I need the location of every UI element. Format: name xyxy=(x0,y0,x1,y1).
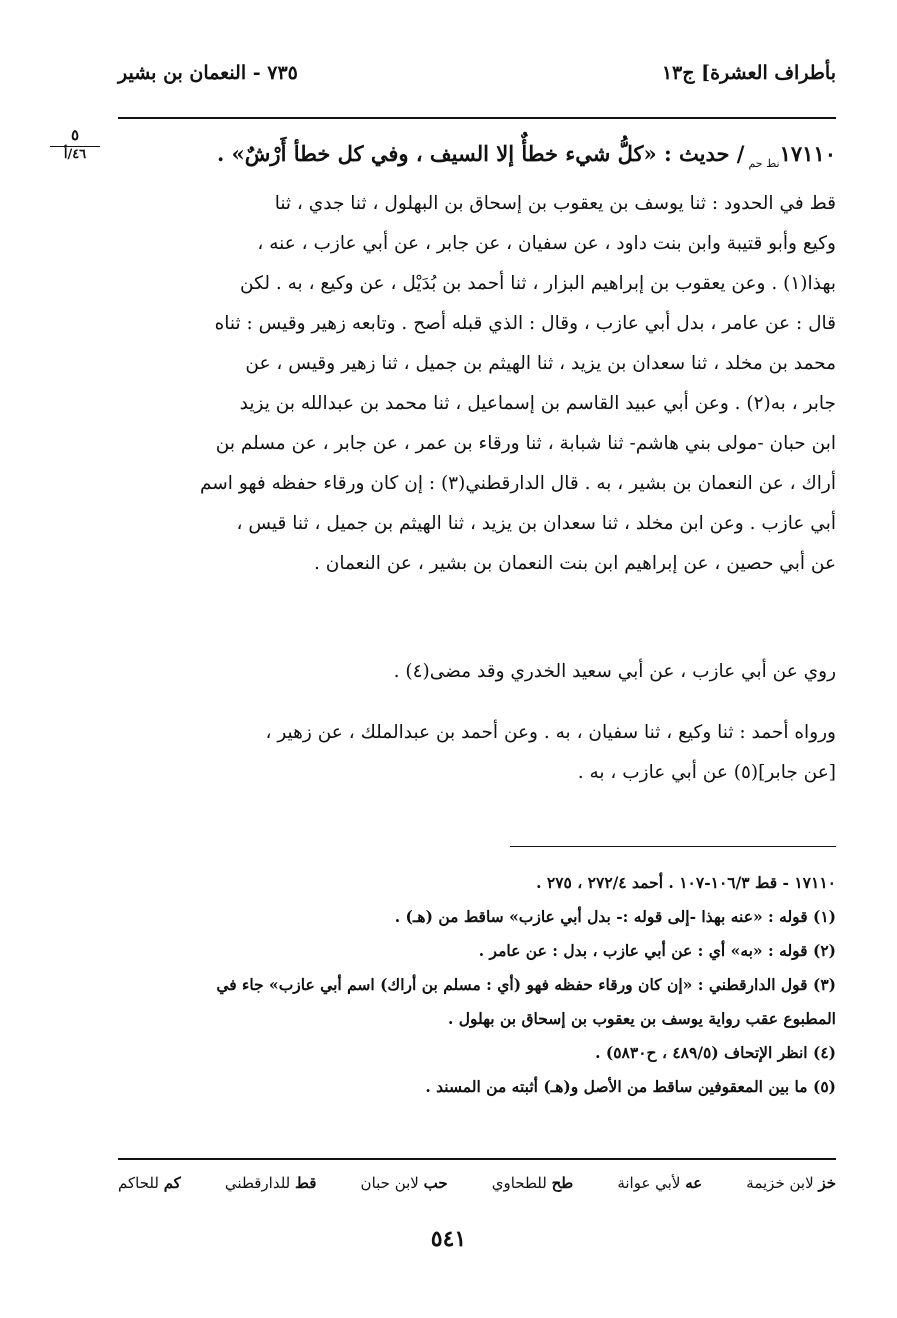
body-line: جابر ، به(٢) . وعن أبي عبيد القاسم بن إسماعيل ، ثنا محمد بن عبدالله بن يزيد xyxy=(239,393,836,414)
abbrev-item xyxy=(617,1168,702,1198)
footnote-3-cont: المطبوع عقب رواية يوسف بن يعقوب بن إسحاق بن بهلول . xyxy=(447,1009,836,1028)
hadith-sigla: نط حم xyxy=(748,157,780,170)
footnote-source: ١٧١١٠ - قط ١٠٦/٣-١٠٧ . أحمد ٢٧٢/٤ ، ٢٧٥ . xyxy=(536,873,836,892)
abbrev-code: عه xyxy=(685,1174,703,1192)
abbrev-name: للدارقطني xyxy=(224,1174,291,1192)
margin-reference xyxy=(50,126,100,163)
abbrev-item xyxy=(746,1168,836,1198)
body-line: ورواه أحمد : ثنا وكيع ، ثنا سفيان ، به . وعن أحمد بن عبدالملك ، عن زهير ، xyxy=(265,722,836,743)
abbrev-item xyxy=(361,1168,448,1198)
paragraph-rowiya: روي عن أبي عازب ، عن أبي سعيد الخدري وقد مضى(٤) . xyxy=(393,661,836,682)
abbrev-name: لابن خزيمة xyxy=(746,1174,814,1192)
hadith-body xyxy=(118,184,836,584)
footnote-4: (٤) انظر الإتحاف (٤٨٩/٥ ، ح٥٨٣٠) . xyxy=(595,1043,836,1062)
body-line: [عن جابر](٥) عن أبي عازب ، به . xyxy=(577,762,836,783)
abbrev-code: خز xyxy=(818,1174,836,1192)
abbrev-item xyxy=(492,1168,573,1198)
running-header xyxy=(118,62,836,102)
footnotes xyxy=(118,866,836,1104)
hadith-title-text: / حديث : «كلُّ شيء خطأٌ إلا السيف ، وفي كل خطأ أَرْشٌ» . xyxy=(217,141,745,166)
body-line: أراك ، عن النعمان بن بشير ، به . قال الدارقطني(٣) : إن كان ورقاء حفظه فهو اسم xyxy=(199,473,836,494)
page-number: ٥٤١ xyxy=(430,1226,467,1252)
abbrev-name: لأبي عوانة xyxy=(617,1174,681,1192)
abbrev-code: قط xyxy=(295,1174,317,1192)
hadith-heading xyxy=(118,134,836,184)
abbreviation-key xyxy=(118,1168,836,1198)
body-line: قط في الحدود : ثنا يوسف بن يعقوب بن إسحاق بن البهلول ، ثنا جدي ، ثنا xyxy=(274,193,836,214)
abbrev-item xyxy=(118,1168,181,1198)
body-line: قال : عن عامر ، بدل أبي عازب ، وقال : الذي قبله أصح . وتابعه زهير وقيس : ثناه xyxy=(214,313,836,334)
header-book-title: بأطراف العشرة] ج١٣ xyxy=(661,62,836,84)
body-line: ابن حبان -مولى بني هاشم- ثنا شبابة ، ثنا ورقاء بن عمر ، عن جابر ، عن مسلم بن xyxy=(215,433,836,454)
abbreviation-rule xyxy=(118,1158,836,1160)
footnote-3: (٣) قول الدارقطني : «إن كان ورقاء حفظه فهو (أي : مسلم بن أراك) اسم أبي عازب» جاء في xyxy=(216,975,836,994)
body-line: وكيع وأبو قتيبة وابن بنت داود ، عن سفيان ، عن جابر ، عن أبي عازب ، عنه ، xyxy=(257,233,836,254)
abbrev-item xyxy=(225,1168,317,1198)
header-section-title: ٧٣٥ - النعمان بن بشير xyxy=(118,62,298,84)
body-line: محمد بن مخلد ، ثنا سعدان بن يزيد ، ثنا الهيثم بن جميل ، ثنا زهير وقيس ، عن xyxy=(245,353,836,374)
paragraph-ahmad xyxy=(118,713,836,793)
abbrev-code: طح xyxy=(551,1174,574,1192)
footnote-5: (٥) ما بين المعقوفين ساقط من الأصل و(هـ) أثبته من المسند . xyxy=(425,1077,836,1096)
body-line: بهذا(١) . وعن يعقوب بن إبراهيم البزار ، ثنا أحمد بن بُدَيْل ، عن وكيع ، به . لكن xyxy=(240,273,836,294)
header-rule xyxy=(118,117,836,119)
footnote-rule xyxy=(510,846,836,847)
footnote-2: (٢) قوله : «به» أي : عن أبي عازب ، بدل : عن عامر . xyxy=(478,941,836,960)
footnote-1: (١) قوله : «عنه بهذا -إلى قوله :- بدل أبي عازب» ساقط من (هـ) . xyxy=(394,907,836,926)
hadith-number: ١٧١١٠ xyxy=(779,141,836,166)
abbrev-name: لابن حبان xyxy=(360,1174,419,1192)
margin-ref-bottom: ٤٦/أ xyxy=(63,147,87,162)
body-line: عن أبي حصين ، عن إبراهيم ابن بنت النعمان بن بشير ، عن النعمان . xyxy=(313,553,836,574)
margin-ref-top: ٥ xyxy=(50,126,100,147)
abbrev-name: للطحاوي xyxy=(491,1174,547,1192)
abbrev-code: كم xyxy=(163,1174,181,1192)
abbrev-name: للحاكم xyxy=(118,1174,159,1192)
abbrev-code: حب xyxy=(423,1174,448,1192)
body-line: أبي عازب . وعن ابن مخلد ، ثنا سعدان بن يزيد ، ثنا الهيثم بن جميل ، ثنا قيس ، xyxy=(236,513,836,534)
